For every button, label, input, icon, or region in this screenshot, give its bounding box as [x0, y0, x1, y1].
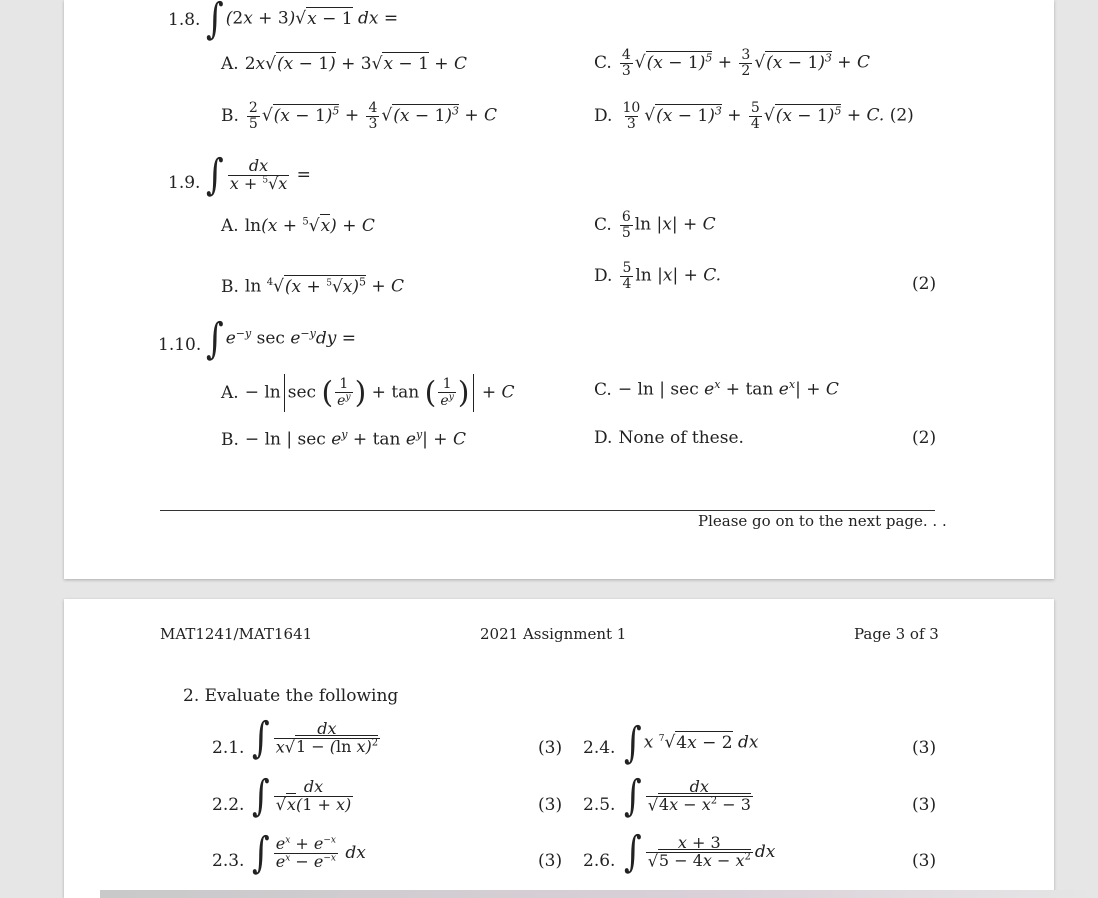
- question-1-8-option-b: B. $\frac{2}{5}$ $√(x - 1)^5$ + $\frac{4}{3}$ $√(x - 1)^3 + C$: [221, 100, 498, 132]
- question-1-10-option-d-text: None of these.: [618, 428, 744, 448]
- question-1-8-marks: (2): [889, 105, 914, 126]
- question-1-8-option-d: D. $\frac{10}{3}$ $√(x - 1)^3$ + $\frac{5}{4}$ $√(x - 1)^5 + C$. (2): [594, 100, 914, 132]
- question-2-1-number: 2.1.: [212, 738, 245, 758]
- question-2-1-expression: ∫ $\frac{dx}{x√1 - (\ln x)^2}$: [252, 713, 379, 764]
- viewer-bottom-strip: [100, 890, 1098, 898]
- page-footer-rule: [160, 510, 935, 511]
- question-2-3-number: 2.3.: [212, 851, 245, 871]
- question-1-10-option-a: A. − ln sec ( $\frac{1}{e^y}$ ) + tan ( $\frac{1}{e^y}$ ) + C: [221, 375, 515, 411]
- question-1-9-number: 1.9.: [168, 173, 201, 193]
- header-assignment-title: 2021 Assignment 1: [480, 625, 627, 643]
- question-2-4-number: 2.4.: [583, 738, 616, 758]
- question-1-8-option-c: C. $\frac{4}{3}$ $√(x - 1)^5$ + $\frac{3}{2}$ $√(x - 1)^3 + C$: [594, 47, 870, 79]
- question-2-title: 2. Evaluate the following: [183, 686, 399, 706]
- question-1-9-option-b: B. $\ln ^4√(x + ^5√x)^5 + C$: [221, 275, 405, 297]
- question-2-5-marks: (3): [912, 795, 937, 815]
- question-2-1-marks: (3): [538, 738, 563, 758]
- question-1-8-number: 1.8.: [168, 10, 201, 30]
- header-page-number: Page 3 of 3: [854, 625, 939, 643]
- question-2-6-marks: (3): [912, 851, 937, 871]
- question-2-6-number: 2.6.: [583, 851, 616, 871]
- question-2-5-expression: ∫ $\frac{dx}{√4x - x^2 - 3}$: [624, 771, 751, 822]
- question-1-10-marks: (2): [912, 428, 937, 448]
- document-page-2: [64, 0, 1054, 579]
- header-course-code: MAT1241/MAT1641: [160, 625, 313, 643]
- question-1-9-option-d: D. $\frac{5}{4}$ ln |x| + C.: [594, 260, 722, 292]
- question-1-10-number: 1.10.: [158, 335, 202, 355]
- document-page-3: [64, 599, 1054, 898]
- question-2-6-expression: ∫ $\frac{x + 3}{√5 - 4x - x^2}$ dx: [624, 827, 776, 878]
- question-2-2-expression: ∫ $\frac{dx}{√x(1 + x)}$: [252, 771, 352, 822]
- question-1-9-stem: ∫ $\frac{dx}{x + ^5√x}$ =: [206, 150, 311, 201]
- question-2-2-number: 2.2.: [212, 795, 245, 815]
- question-2-4-marks: (3): [912, 738, 937, 758]
- question-1-10-option-c: C. − ln | $\sec e^x + \tan e^x| + C$: [594, 378, 839, 400]
- question-1-9-marks: (2): [912, 274, 937, 294]
- question-2-3-expression: ∫ $\frac{e^x + e^{-x}}{e^x - e^{-x}}$ dx: [252, 828, 366, 879]
- question-2-5-number: 2.5.: [583, 795, 616, 815]
- question-1-10-stem: ∫ $e^{-y}$ $\sec e^{-y}dy$ =: [206, 314, 356, 364]
- question-1-10-option-b: B. − ln | $\sec e^y + \tan e^y| + C$: [221, 428, 466, 450]
- question-1-8-option-a: A. 2x√(x − 1) + 3√x − 1 + C: [221, 54, 467, 74]
- question-1-10-option-d: D. None of these.: [594, 428, 744, 448]
- question-1-9-option-c: C. $\frac{6}{5}$ ln |x| + C: [594, 209, 716, 241]
- question-2-2-marks: (3): [538, 795, 563, 815]
- next-page-note: Please go on to the next page. . .: [698, 512, 947, 530]
- question-1-8-stem: ∫ (2x + 3)√x − 1 dx =: [206, 0, 399, 44]
- question-2-3-marks: (3): [538, 851, 563, 871]
- question-1-9-option-a: A. ln(x + $^5$√x) + C: [221, 216, 375, 236]
- question-2-4-expression: ∫ x $^7$√4x − 2 dx: [624, 718, 759, 768]
